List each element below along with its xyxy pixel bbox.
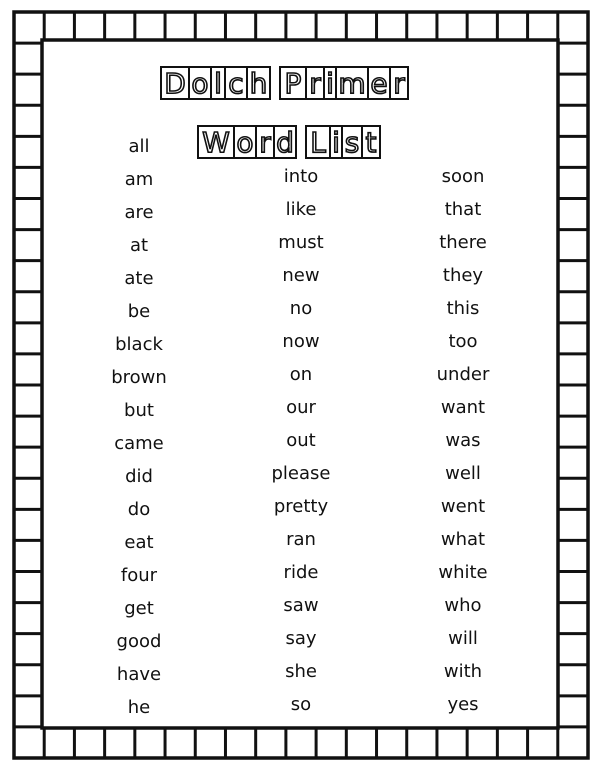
- sight-word: have: [116, 664, 162, 685]
- title-letter-box: r: [389, 66, 409, 100]
- sight-word: please: [271, 463, 331, 484]
- title-letter-box: L: [305, 125, 331, 159]
- title-letter-box: c: [224, 66, 248, 100]
- sight-word: so: [290, 694, 312, 715]
- page-title-line-2: [197, 125, 379, 159]
- title-letter-box: h: [246, 66, 271, 100]
- sight-word: they: [442, 265, 484, 286]
- title-letter-box: t: [361, 125, 381, 159]
- sight-word: brown: [111, 367, 167, 388]
- sight-word: four: [120, 565, 158, 586]
- sight-word: what: [440, 529, 486, 550]
- title-letter-box: o: [233, 125, 257, 159]
- sight-word: like: [285, 199, 317, 220]
- sight-word: did: [125, 466, 153, 487]
- title-letter-box: l: [210, 66, 226, 100]
- sight-word: too: [448, 331, 478, 352]
- sight-word: good: [116, 631, 162, 652]
- title-letter-box: W: [197, 125, 235, 159]
- sight-word: into: [283, 166, 319, 187]
- sight-word: under: [436, 364, 490, 385]
- sight-word: new: [282, 265, 320, 286]
- title-letter-box: P: [279, 66, 307, 100]
- page-title-line-1: [160, 66, 407, 100]
- sight-word: with: [443, 661, 483, 682]
- sight-word: he: [127, 697, 151, 718]
- sight-word: yes: [447, 694, 479, 715]
- sight-word: there: [439, 232, 487, 253]
- title-letter-box: r: [255, 125, 275, 159]
- sight-word: do: [127, 499, 151, 520]
- title-letter-box: D: [160, 66, 190, 100]
- sight-word: that: [444, 199, 482, 220]
- sight-word: be: [127, 301, 151, 322]
- sight-word: soon: [441, 166, 485, 187]
- sight-word: this: [446, 298, 480, 319]
- sight-word: saw: [283, 595, 319, 616]
- title-letter-box: e: [367, 66, 391, 100]
- sight-word: pretty: [273, 496, 329, 517]
- sight-word: all: [128, 136, 150, 157]
- sight-word: white: [438, 562, 488, 583]
- sight-word: are: [124, 202, 154, 223]
- sight-word: am: [124, 169, 154, 190]
- sight-word: went: [440, 496, 486, 517]
- sight-word: was: [445, 430, 481, 451]
- sight-word: at: [129, 235, 149, 256]
- title-letter-box: d: [273, 125, 297, 159]
- title-space: [295, 125, 305, 159]
- title-letter-box: m: [335, 66, 369, 100]
- sight-word: eat: [124, 532, 154, 553]
- sight-word: out: [286, 430, 316, 451]
- sight-word: who: [444, 595, 482, 616]
- sight-word: will: [448, 628, 478, 649]
- sight-word: came: [114, 433, 164, 454]
- sight-word: black: [115, 334, 163, 355]
- title-letter-box: o: [188, 66, 212, 100]
- sight-word: she: [285, 661, 317, 682]
- sight-word: ride: [283, 562, 319, 583]
- sight-word: ate: [124, 268, 154, 289]
- sight-word: no: [289, 298, 313, 319]
- title-letter-box: i: [323, 66, 337, 100]
- title-letter-box: s: [341, 125, 363, 159]
- title-space: [269, 66, 279, 100]
- title-letter-box: i: [329, 125, 343, 159]
- sight-word: want: [440, 397, 486, 418]
- sight-word: well: [445, 463, 481, 484]
- title-letter-box: r: [305, 66, 325, 100]
- sight-word: get: [124, 598, 154, 619]
- sight-word: but: [124, 400, 154, 421]
- sight-word: on: [289, 364, 313, 385]
- sight-word: say: [285, 628, 317, 649]
- sight-word: now: [282, 331, 320, 352]
- sight-word: ran: [286, 529, 316, 550]
- sight-word: our: [286, 397, 316, 418]
- sight-word: must: [278, 232, 324, 253]
